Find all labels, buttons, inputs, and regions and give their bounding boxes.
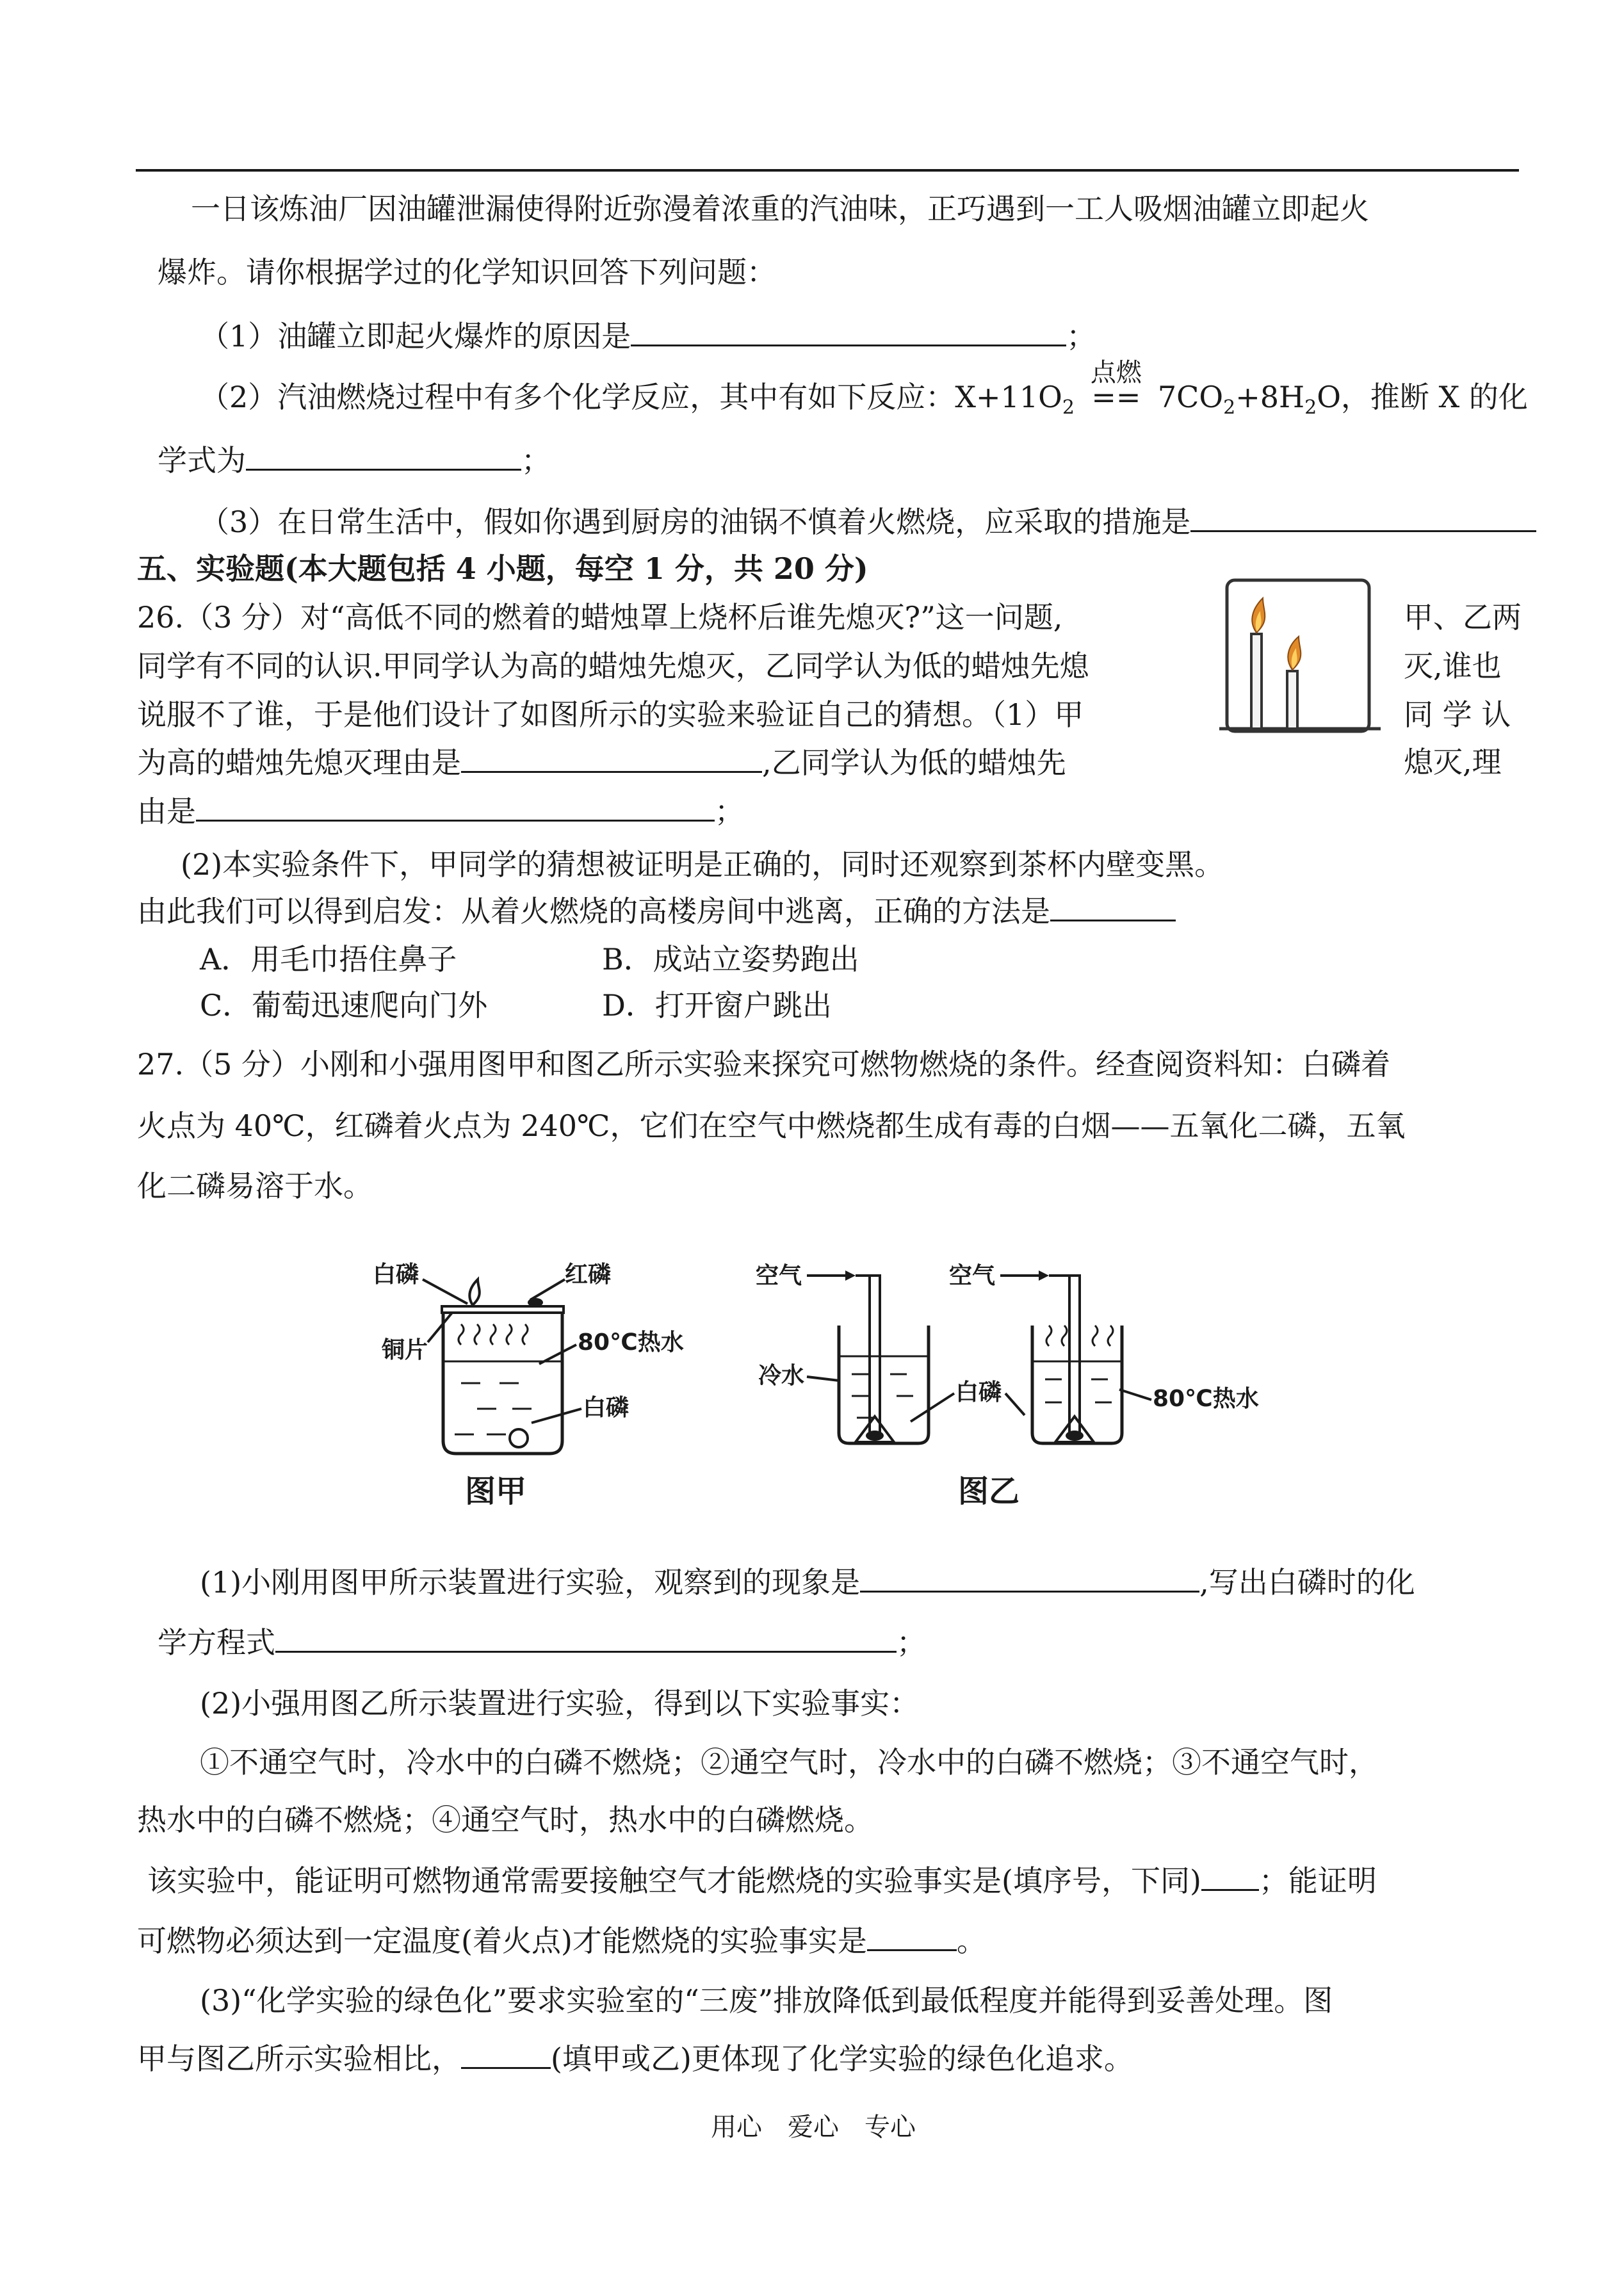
q27-part2-line-2: ①不通空气时，冷水中的白磷不燃烧；②通空气时，冷水中的白磷不燃烧；③不通空气时， (200, 1745, 1378, 1780)
q27-part2-line-4 (147, 1861, 1377, 1900)
short-candle (1287, 637, 1301, 729)
q26-escape-blank[interactable] (1050, 891, 1176, 921)
q25-product2: +8H (1235, 380, 1305, 414)
white-phosphorus-underwater (510, 1429, 528, 1447)
figb-white-p-2 (1066, 1431, 1084, 1441)
q26-line-4b: ,乙同学认为低的蜡烛先 (762, 745, 1066, 780)
figb-air1-label: 空气 (756, 1263, 802, 1289)
q27-part2-line-1: (2)小强用图乙所示装置进行实验，得到以下实验事实： (200, 1686, 920, 1721)
q25-part3 (200, 502, 1536, 541)
q25-condition: 点燃 (1090, 358, 1142, 387)
q27-part2-line5b: 。 (956, 1924, 986, 1958)
q25-part2-after: O，推断 X 的化 (1317, 380, 1528, 414)
figa-red-p-label: 红磷 (565, 1261, 612, 1288)
q26-line-5-end: ； (715, 794, 744, 829)
tall-candle (1251, 598, 1265, 729)
q25-reaction-arrow (1075, 358, 1158, 416)
q27-line-3: 化二磷易溶于水。 (137, 1169, 373, 1203)
figa-water-lines (455, 1383, 532, 1434)
q27-temp-fact-blank[interactable] (867, 1921, 957, 1951)
q27-part2-line4b: ；能证明 (1258, 1863, 1377, 1898)
figure-a (359, 1249, 692, 1518)
figb-air2-label: 空气 (949, 1263, 996, 1289)
q27-green-choice-blank[interactable] (461, 2039, 551, 2069)
q26-part2-line-2 (137, 891, 1176, 930)
q27-phenomenon-blank[interactable] (860, 1562, 1199, 1593)
page-footer: 用心 爱心 专心 (711, 2113, 916, 2142)
figb-cold-water-lines (852, 1374, 913, 1418)
q27-part1-b: ,写出白磷时的化 (1199, 1565, 1415, 1600)
q27-part3-line-2 (137, 2039, 1133, 2078)
q26-line-1-right: 甲、乙两 (1404, 600, 1522, 635)
q27-part2-line-5 (137, 1921, 986, 1960)
figure-b (743, 1249, 1294, 1518)
q26-reason-a-blank[interactable] (461, 743, 762, 773)
q26-part2-line-1: (2)本实验条件下，甲同学的猜想被证明是正确的，同时还观察到茶杯内壁变黑。 (181, 847, 1224, 882)
q26-line-3: 说服不了谁，于是他们设计了如图所示的实验来验证自己的猜想。（1）甲 (137, 697, 1084, 732)
section5-heading: 五、实验题(本大题包括 4 小题，每空 1 分，共 20 分) (137, 551, 868, 586)
q25-part2-blank[interactable] (246, 441, 521, 471)
q25-part1 (200, 316, 1096, 355)
q25-o2-sub: 2 (1062, 396, 1075, 419)
q25-part2-end: ； (521, 443, 551, 478)
q26-part2-line-2-text: 由此我们可以得到启发：从着火燃烧的高楼房间中逃离，正确的方法是 (137, 894, 1050, 929)
q26-line-4a: 为高的蜡烛先熄灭理由是 (137, 745, 461, 780)
q25-part3-label: （3）在日常生活中，假如你遇到厨房的油锅不慎着火燃烧，应采取的措施是 (200, 505, 1191, 539)
q25-part1-end: ； (1066, 319, 1096, 353)
figa-hot-water-label: 80℃热水 (578, 1329, 684, 1356)
q25-product2-sub: 2 (1304, 396, 1317, 419)
q26-option-a[interactable]: A．用毛巾捂住鼻子 (200, 942, 457, 977)
q27-part1-line2-label: 学方程式 (158, 1625, 275, 1660)
q26-line-5 (137, 791, 744, 831)
figb-cold-beaker (839, 1326, 929, 1443)
candle-beaker-figure (1217, 575, 1384, 738)
q26-line-2: 同学有不同的认识.甲同学认为高的蜡烛先熄灭，乙同学认为低的蜡烛先熄 (137, 649, 1089, 683)
q26-line-5a: 由是 (137, 794, 196, 829)
q27-part3-line2b: (填甲或乙)更体现了化学实验的绿色化追求。 (551, 2041, 1133, 2076)
figa-white-p-label: 白磷 (373, 1261, 419, 1288)
q25-part2-label: （2）汽油燃烧过程中有多个化学反应，其中有如下反应：X+11O (200, 380, 1062, 414)
q25-part2-line2 (158, 441, 551, 480)
q25-part2 (200, 358, 1528, 427)
figa-white-p2-label: 白磷 (583, 1395, 629, 1421)
figb-caption: 图乙 (958, 1473, 1020, 1509)
q27-part1-line-1 (200, 1562, 1415, 1602)
q26-line-4 (137, 743, 1066, 782)
copper-sheet (442, 1306, 564, 1313)
q27-part2-line5a: 可燃物必须达到一定温度(着火点)才能燃烧的实验事实是 (137, 1924, 867, 1958)
q25-product1-sub: 2 (1223, 396, 1236, 419)
q26-line-2-right: 灭,谁也 (1404, 649, 1502, 683)
red-phosphorus (528, 1298, 543, 1307)
q25-product1: 7CO (1157, 380, 1224, 414)
steam-icon (459, 1324, 528, 1345)
q26-option-b[interactable]: B．成站立姿势跑出 (602, 942, 859, 977)
q25-part2-line2-label: 学式为 (158, 443, 246, 478)
q27-part3-line-1: (3)“化学实验的绿色化”要求实验室的“三废”排放降低到最低程度并能得到妥善处理。图 (200, 1983, 1333, 2018)
q27-air-fact-blank[interactable] (1201, 1861, 1259, 1891)
intro-line-2: 爆炸。请你根据学过的化学知识回答下列问题： (158, 255, 776, 289)
q27-line-1: 27.（5 分）小刚和小强用图甲和图乙所示实验来探究可燃物燃烧的条件。经查阅资料知：白磷着 (137, 1047, 1391, 1082)
intro-line-1: 一日该炼油厂因油罐泄漏使得附近弥漫着浓重的汽油味，正巧遇到一工人吸烟油罐立即起火 (191, 191, 1369, 226)
figb-white-p-label: 白磷 (955, 1379, 1002, 1406)
q27-part3-line2a: 甲与图乙所示实验相比， (137, 2041, 461, 2076)
q27-line-2: 火点为 40℃，红磷着火点为 240℃，它们在空气中燃烧都生成有毒的白烟——五氧化二磷，五氧 (137, 1108, 1406, 1143)
q27-part1-end: ； (897, 1625, 926, 1660)
q26-line-3-right: 同 学 认 (1404, 697, 1511, 732)
q25-part1-label: （1）油罐立即起火爆炸的原因是 (200, 319, 631, 353)
q25-part1-blank[interactable] (631, 316, 1066, 346)
q26-line-4-right: 熄灭,理 (1404, 745, 1502, 779)
q26-option-d[interactable]: D．打开窗户跳出 (602, 988, 832, 1023)
q25-part3-blank[interactable] (1190, 502, 1536, 532)
figa-copper-label: 铜片 (382, 1337, 428, 1363)
figa-caption: 图甲 (465, 1473, 527, 1509)
figb-white-p-1 (866, 1431, 884, 1441)
q26-reason-b-blank[interactable] (196, 791, 715, 822)
q26-line-1: 26.（3 分）对“高低不同的燃着的蜡烛罩上烧杯后谁先熄灭?”这一问题, (137, 600, 1063, 635)
q27-part2-line-3: 热水中的白磷不燃烧；④通空气时，热水中的白磷燃烧。 (137, 1803, 873, 1837)
q27-equation-blank[interactable] (275, 1623, 897, 1653)
figb-air-tube-1 (870, 1276, 880, 1434)
figb-hot-water-label: 80℃热水 (1153, 1386, 1259, 1412)
figa-flame-icon (469, 1279, 479, 1305)
figb-cold-water-label: 冷水 (758, 1363, 805, 1389)
q25-eqsign: == (1091, 380, 1141, 414)
q26-option-c[interactable]: C．葡萄迅速爬向门外 (200, 988, 488, 1023)
q27-part2-line4a: 该实验中，能证明可燃物通常需要接触空气才能燃烧的实验事实是(填序号，下同) (147, 1863, 1201, 1898)
header-rule (136, 169, 1519, 172)
q27-part1-a: (1)小刚用图甲所示装置进行实验，观察到的现象是 (200, 1565, 861, 1600)
figb-air-tube-2 (1069, 1276, 1080, 1434)
q27-part1-line-2 (158, 1623, 926, 1662)
